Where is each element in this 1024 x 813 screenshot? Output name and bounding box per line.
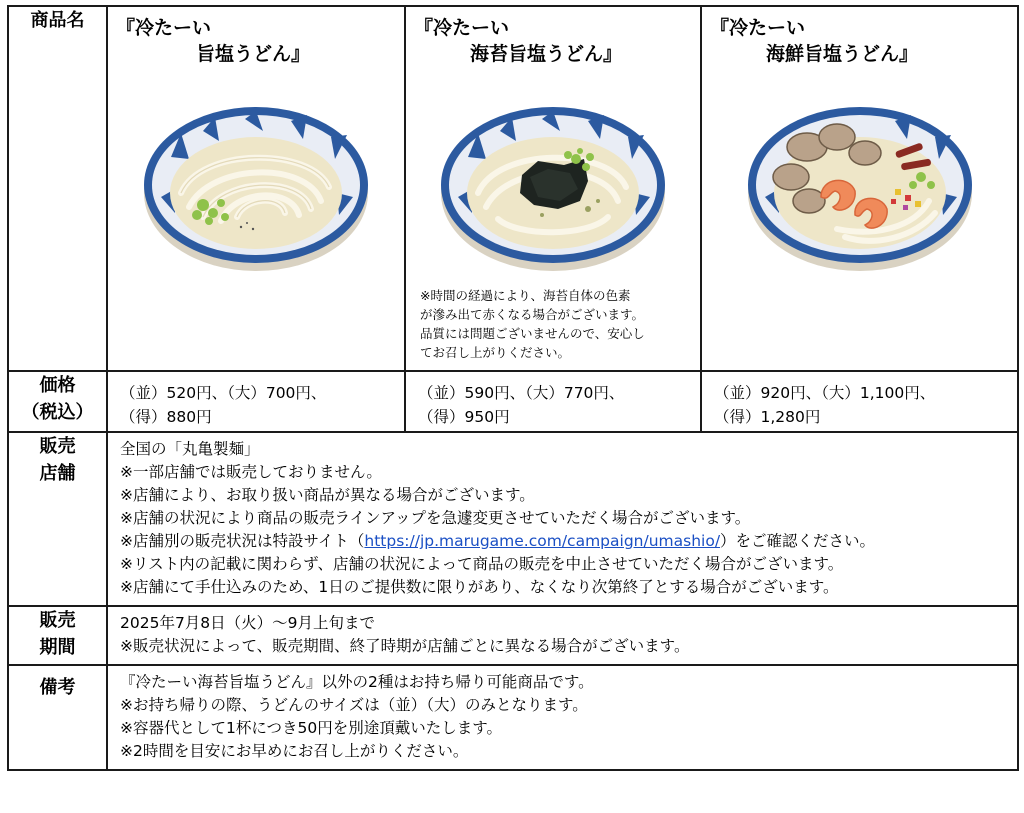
product-name — [702, 7, 1017, 67]
product-name-header — [8, 6, 107, 371]
period-label-line2: 期間 — [39, 637, 76, 658]
seafood-udon-image — [745, 97, 975, 273]
nori-color-note — [420, 286, 645, 362]
store-line — [120, 530, 1007, 553]
store-line: ※店舗により、お取り扱い商品が異なる場合がございます。 — [120, 486, 535, 504]
remarks-cell — [107, 665, 1018, 770]
store-line: 全国の「丸亀製麺」 — [120, 440, 260, 458]
product-name-label: 商品名 — [30, 10, 85, 31]
period-row — [8, 606, 1018, 665]
period-header — [8, 606, 107, 665]
remarks-line: 『冷たーい海苔旨塩うどん』以外の2種はお持ち帰り可能商品です。 — [120, 673, 594, 691]
price-row — [8, 371, 1018, 432]
store-cell — [107, 432, 1018, 606]
period-label-line1: 販売 — [39, 610, 76, 631]
product-name — [406, 7, 700, 67]
product-name-line2: 海苔旨塩うどん』 — [470, 43, 623, 65]
product-cell-umashio — [107, 6, 405, 371]
price-line: （並）920円、（大）1,100円、 — [714, 384, 936, 402]
remarks-line: ※お持ち帰りの際、うどんのサイズは（並）（大）のみとなります。 — [120, 696, 588, 714]
remarks-line: ※2時間を目安にお早めにお召し上がりください。 — [120, 742, 469, 760]
price-header — [8, 371, 107, 432]
nori-udon-image — [438, 97, 668, 273]
note-line: が滲み出て赤くなる場合がございます。 — [420, 307, 645, 322]
remarks-label: 備考 — [39, 677, 76, 698]
product-name-line2: 旨塩うどん』 — [196, 43, 311, 65]
product-name — [108, 7, 404, 67]
price-line: （並）520円、（大）700円、 — [120, 384, 327, 402]
note-line: ※時間の経過により、海苔自体の色素 — [420, 288, 631, 303]
store-line-text: ）をご確認ください。 — [720, 532, 876, 550]
period-line: 2025年7月8日（火）～9月上旬まで — [120, 614, 376, 632]
note-line: 品質には問題ございませんので、安心し — [420, 326, 645, 341]
product-cell-seafood — [701, 6, 1018, 371]
period-line: ※販売状況によって、販売期間、終了時期が店舗ごとに異なる場合がございます。 — [120, 637, 690, 655]
period-cell — [107, 606, 1018, 665]
note-line: てお召し上がりください。 — [420, 345, 571, 360]
product-name-line1: 『冷たーい — [116, 17, 212, 39]
product-name-line2: 海鮮旨塩うどん』 — [766, 43, 919, 65]
store-line-text: ※店舗別の販売状況は特設サイト（ — [120, 532, 365, 550]
product-name-line1: 『冷たーい — [414, 17, 510, 39]
store-line: ※店舗の状況により商品の販売ラインアップを急遽変更させていただく場合がございます。 — [120, 509, 751, 527]
price-cell — [107, 371, 405, 432]
price-line: （得）950円 — [418, 408, 510, 426]
price-line: （得）1,280円 — [714, 408, 821, 426]
umashio-udon-image — [141, 97, 371, 273]
tax-included-label: （税込） — [21, 402, 94, 423]
store-label-line1: 販売 — [39, 436, 76, 457]
product-spec-table — [7, 5, 1019, 771]
store-label-line2: 店舗 — [39, 463, 76, 484]
price-label: 価格 — [39, 375, 76, 396]
store-header — [8, 432, 107, 606]
store-row — [8, 432, 1018, 606]
store-line: ※店舗にて手仕込みのため、1日のご提供数に限りがあり、なくなり次第終了とする場合がございます。 — [120, 578, 839, 596]
price-cell — [405, 371, 701, 432]
store-line: ※リスト内の記載に関わらず、店舗の状況によって商品の販売を中止させていただく場合がございます。 — [120, 555, 844, 573]
price-cell — [701, 371, 1018, 432]
remarks-row — [8, 665, 1018, 770]
store-line: ※一部店舗では販売しておりません。 — [120, 463, 382, 481]
product-cell-nori — [405, 6, 701, 371]
product-row — [8, 6, 1018, 371]
price-line: （得）880円 — [120, 408, 212, 426]
product-name-line1: 『冷たーい — [710, 17, 806, 39]
remarks-header — [8, 665, 107, 770]
campaign-site-link[interactable]: https://jp.marugame.com/campaign/umashio/ — [364, 532, 721, 550]
remarks-line: ※容器代として1杯につき50円を別途頂戴いたします。 — [120, 719, 503, 737]
price-line: （並）590円、（大）770円、 — [418, 384, 625, 402]
